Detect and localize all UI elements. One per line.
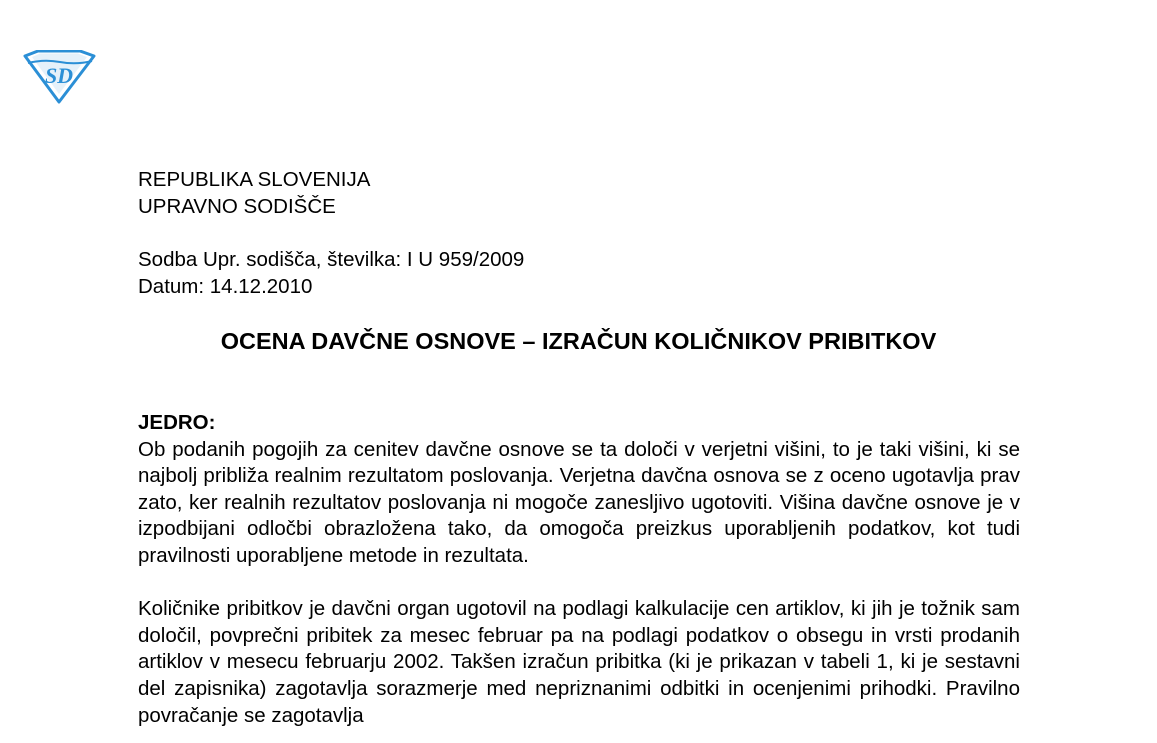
document-body bbox=[138, 410, 1020, 729]
paragraph-2: Količnike pribitkov je davčni organ ugotovil na podlagi kalkulacije cen artiklov, ki jih je tožnik sam določil, povprečni pribitek za mesec februar pa na podlagi podatkov o obsegu in vrsti prodanih artiklov v mesecu februarju 2002. Takšen izračun pribitka (ki je prikazan v tabeli 1, ki je sestavni del zapisnika) zagotavlja sorazmerje med nepriznanimi odbitki in ocenjenimi prihodki. Pravilno povračanje se zagotavlja bbox=[138, 597, 1020, 727]
paragraph-spacer bbox=[138, 570, 1020, 597]
paragraph-1: Ob podanih pogojih za cenitev davčne osnove se ta določi v verjetni višini, to je taki višini, ki se najbolj približa realnim rezultatom poslovanja. Verjetna davčna osnova se z oceno ugotavlja prav zato, ker realnih rezultatov poslovanja ni mogoče zanesljivo ugotoviti. Višina davčne osnove je v izpodbijani odločbi obrazložena tako, da omogoča preizkus uporabljenih podatkov, kot tudi pravilnosti uporabljene metode in rezultata. bbox=[138, 437, 1020, 567]
case-number: Sodba Upr. sodišča, številka: I U 959/2009 bbox=[138, 248, 525, 271]
case-date: Datum: 14.12.2010 bbox=[138, 275, 313, 298]
court-header bbox=[138, 166, 370, 220]
case-reference bbox=[138, 246, 524, 300]
header-country: REPUBLIKA SLOVENIJA bbox=[138, 168, 371, 191]
sd-shield-logo-icon bbox=[22, 50, 96, 104]
header-court: UPRAVNO SODIŠČE bbox=[138, 195, 336, 218]
page-title: OCENA DAVČNE OSNOVE – IZRAČUN KOLIČNIKOV PRIBITKOV bbox=[220, 328, 937, 354]
logo-text: SD bbox=[44, 63, 74, 88]
section-label: JEDRO: bbox=[138, 411, 216, 434]
